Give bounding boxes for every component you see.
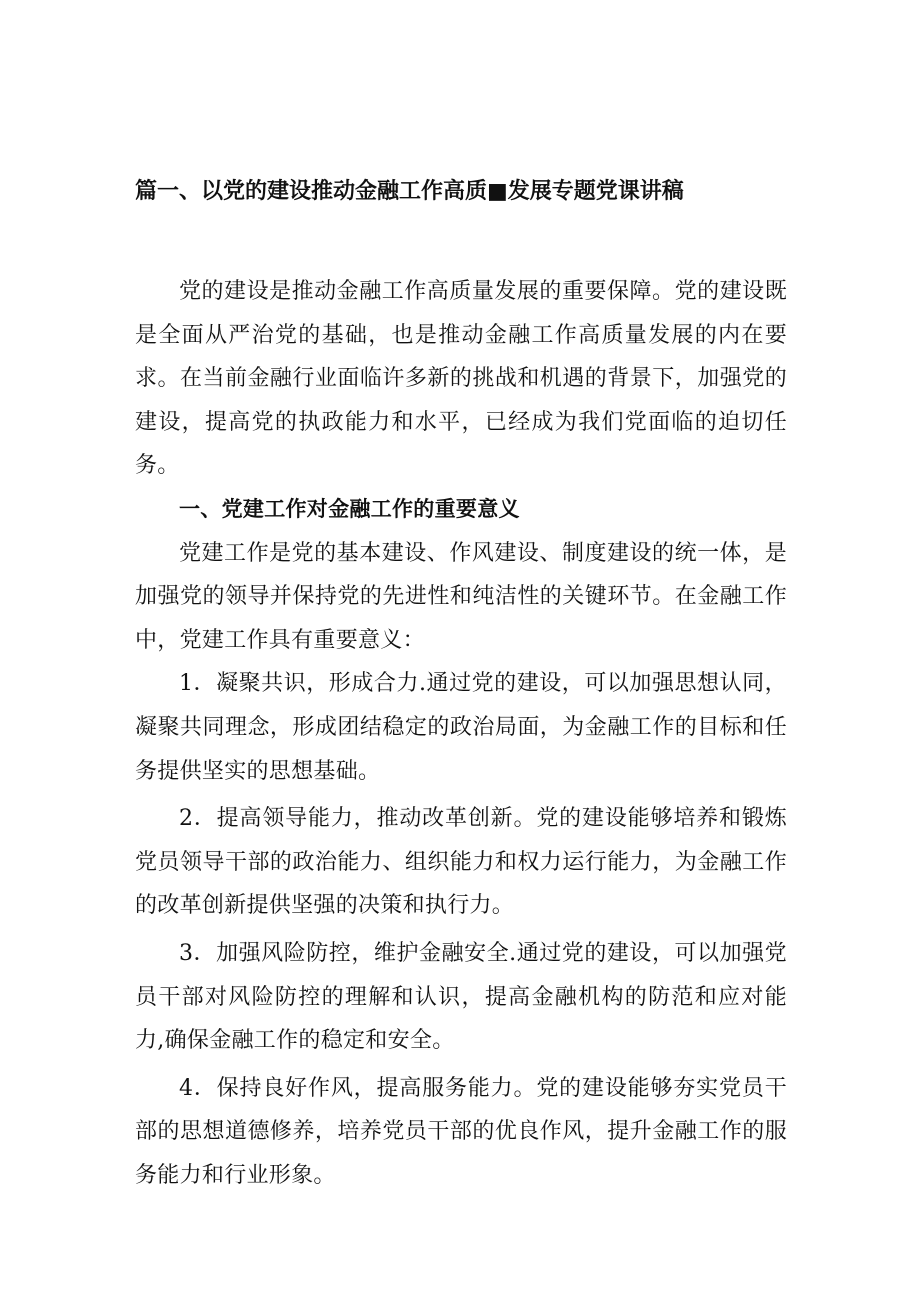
list-item-3: 3．加强风险防控，维护金融安全.通过党的建设，可以加强党员干部对风险防控的理解和认识，提高金融机构的防范和应对能力,确保金融工作的稳定和安全。	[135, 940, 787, 1054]
list-item-1: 1．凝聚共识，形成合力.通过党的建设，可以加强思想认同，凝聚共同理念，形成团结稳定的政治局面，为金融工作的目标和任务提供坚实的思想基础。	[135, 671, 787, 784]
list-item-4: 4．保持良好作风，提高服务能力。党的建设能够夯实党员干部的思想道德修养，培养党员干部的优良作风，提升金融工作的服务能力和行业形象。	[135, 1075, 787, 1188]
list-item-2: 2．提高领导能力，推动改革创新。党的建设能够培养和锻炼党员领导干部的政治能力、组织能力和权力运行能力，为金融工作的改革创新提供坚强的决策和执行力。	[135, 806, 787, 919]
intro-paragraph: 党的建设是推动金融工作高质量发展的重要保障。党的建设既是全面从严治党的基础，也是推动金融工作高质量发展的内在要求。在当前金融行业面临许多新的挑战和机遇的背景下，加强党的建设，提高党的执政能力和水平，已经成为我们党面临的迫切任务。	[135, 279, 787, 479]
document-title: 篇一、以党的建设推动金融工作高质■发展专题党课讲稿	[135, 179, 684, 204]
document-body	[135, 270, 787, 1201]
section-heading: 一、党建工作对金融工作的重要意义	[179, 496, 520, 521]
section-intro-paragraph: 党建工作是党的基本建设、作风建设、制度建设的统一体，是加强党的领导并保持党的先进性和纯洁性的关键环节。在金融工作中，党建工作具有重要意义：	[135, 540, 787, 653]
